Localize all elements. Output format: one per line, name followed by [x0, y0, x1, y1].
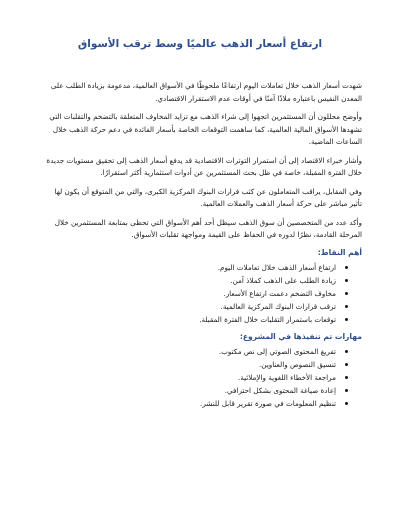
- paragraph: شهدت أسعار الذهب خلال تعاملات اليوم ارتفاعًا ملحوظًا في الأسواق العالمية، مدعومة بزيادة الطلب على المعدن النفيس باعتباره ملاذًا آمنًا في أوقات عدم الاستقرار الاقتصادي.: [50, 81, 362, 103]
- list-item: تنسيق النصوص والعناوين.: [42, 358, 336, 371]
- list-item: تفريغ المحتوى الصوتي إلى نص مكتوب.: [42, 345, 336, 358]
- highlights-list: [42, 261, 362, 326]
- paragraph: وأشار خبراء الاقتصاد إلى أن استمرار التوترات الاقتصادية قد يدفع أسعار الذهب إلى تحقيق مستويات جديدة خلال الفترة المقبلة، خاصة في ظل بحث المستثمرين عن أدوات استثمارية أكثر استقرارًا.: [46, 155, 362, 177]
- list-item: ترقب قرارات البنوك المركزية العالمية.: [42, 300, 336, 313]
- document-body: [42, 80, 362, 416]
- list-item: مراجعة الأخطاء اللغوية والإملائية.: [42, 371, 336, 384]
- list-item: توقعات باستمرار التقلبات خلال الفترة المقبلة.: [42, 313, 336, 326]
- paragraph: وفي المقابل، يراقب المتعاملون عن كثب قرارات البنوك المركزية الكبرى، والتي من المتوقع أن يكون لها تأثير مباشر على حركة أسعار الذهب والعملات العالمية.: [54, 186, 362, 208]
- skills-heading: مهارات تم تنفيذها في المشروع:: [239, 331, 362, 341]
- skills-list: [42, 345, 362, 410]
- list-item: زيادة الطلب على الذهب كملاذ آمن.: [42, 274, 336, 287]
- list-item: ارتفاع أسعار الذهب خلال تعاملات اليوم.: [42, 261, 336, 274]
- list-item: مخاوف التضخم دعمت ارتفاع الأسعار.: [42, 287, 336, 300]
- list-item: إعادة صياغة المحتوى بشكل احترافي.: [42, 384, 336, 397]
- paragraph: وأكد عدد من المتخصصين أن سوق الذهب سيظل أحد أهم الأسواق التي تحظى بمتابعة المستثمرين خلال المرحلة القادمة، نظرًا لدوره في الحفاظ على القيمة ومواجهة تقلبات الأسواق.: [54, 217, 362, 239]
- document-title: ارتفاع أسعار الذهب عالميًا وسط ترقب الأسواق: [77, 38, 323, 50]
- paragraph: وأوضح محللون أن المستثمرين اتجهوا إلى شراء الذهب مع تزايد المخاوف المتعلقة بالتضخم والتقلبات التي تشهدها الأسواق المالية العالمية، كما ساهمت التوقعات الخاصة بأسعار الفائدة في دعم حركة الذهب خلال الساعات الماضية.: [49, 112, 362, 146]
- highlights-heading: أهم النقاط:: [317, 247, 362, 257]
- list-item: تنظيم المعلومات في صورة تقرير قابل للنشر.: [42, 397, 336, 410]
